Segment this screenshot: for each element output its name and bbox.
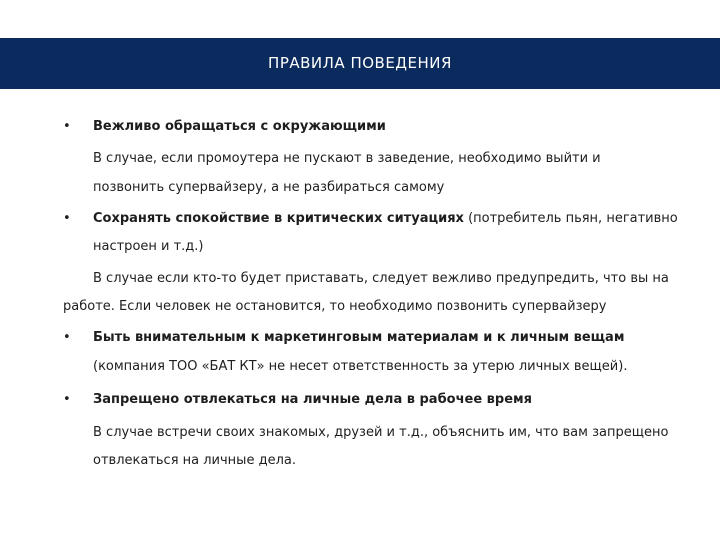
rule-body-text: позвонить супервайзеру, а не разбираться самому: [93, 180, 445, 195]
rule-title-suffix: (потребитель пьян, негативно: [463, 211, 678, 226]
rule-body-text: В случае, если промоутера не пускают в заведение, необходимо выйти и: [93, 151, 601, 166]
rule-body-text: В случае если кто-то будет приставать, следует вежливо предупредить, что вы на: [93, 271, 669, 286]
rule-title: Сохранять спокойствие в критических ситуациях: [93, 211, 464, 226]
bullet-icon: •: [63, 392, 71, 407]
rule-continuation-text: настроен и т.д.): [93, 239, 204, 254]
rule-title: Быть внимательным к маркетинговым материалам и к личным вещам: [93, 330, 625, 345]
bullet-icon: •: [63, 211, 71, 226]
header-band: [0, 38, 720, 89]
rule-body-text: отвлекаться на личные дела.: [93, 453, 296, 468]
rule-title-line: [93, 210, 678, 228]
rule-body-text: (компания ТОО «БАТ КТ» не несет ответственность за утерю личных вещей).: [93, 359, 628, 374]
rule-title: Вежливо обращаться с окружающими: [93, 119, 386, 134]
rule-body-text: работе. Если человек не остановится, то необходимо позвонить супервайзеру: [63, 299, 607, 314]
bullet-icon: •: [63, 119, 71, 134]
bullet-icon: •: [63, 330, 71, 345]
rule-title: Запрещено отвлекаться на личные дела в рабочее время: [93, 392, 532, 407]
rule-body-text: В случае встречи своих знакомых, друзей и т.д., объяснить им, что вам запрещено: [93, 425, 669, 440]
page-title: ПРАВИЛА ПОВЕДЕНИЯ: [268, 54, 452, 72]
